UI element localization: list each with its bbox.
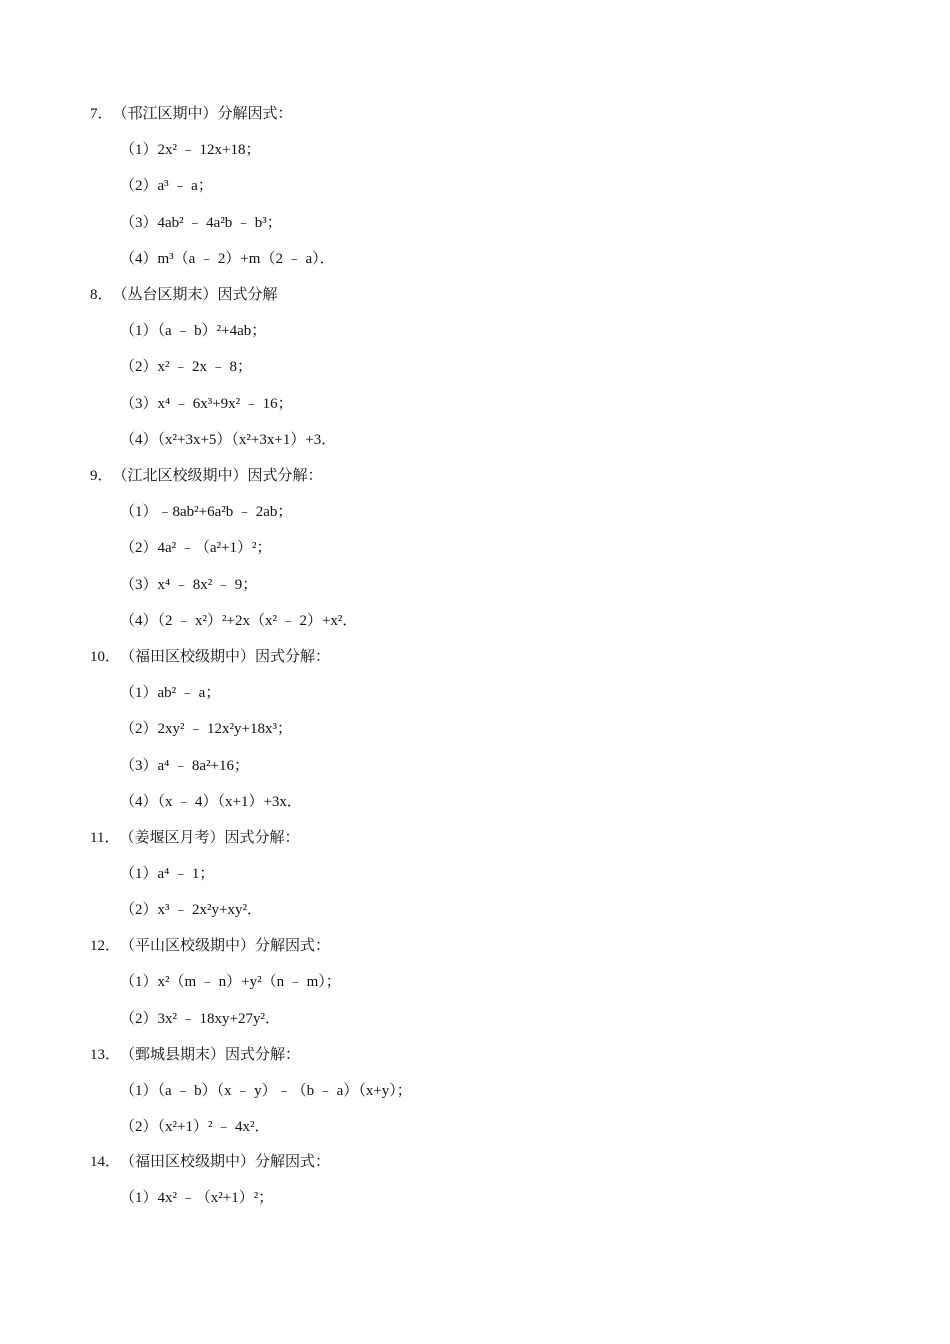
problem-header: [90, 466, 323, 486]
problem-title: （福田区校级期中）因式分解：: [120, 649, 331, 665]
sub-question: （1）﹣8ab²+6a²b ﹣ 2ab；: [120, 504, 293, 520]
sub-question: （1）a⁴ ﹣ 1；: [120, 866, 215, 882]
sub-question: （3）x⁴ ﹣ 6x³+9x² ﹣ 16；: [120, 396, 293, 412]
problem-header: [90, 647, 330, 667]
sub-question: （2）x² ﹣ 2x ﹣ 8；: [120, 359, 252, 375]
sub-question: （1）（a ﹣ b）²+4ab；: [120, 323, 267, 339]
problem-header: [90, 1045, 300, 1065]
sub-question: （2）x³ ﹣ 2x²y+xy²．: [120, 902, 262, 918]
sub-question: （2）a³ ﹣ a；: [120, 178, 213, 194]
sub-question: （3）4ab² ﹣ 4a²b ﹣ b³；: [120, 215, 282, 231]
problem-title: （姜堰区月考）因式分解：: [119, 830, 300, 846]
sub-question: （2）3x² ﹣ 18xy+27y²．: [120, 1011, 280, 1027]
sub-question: （2）4a² ﹣（a²+1）²；: [120, 540, 272, 556]
sub-question: （4）（x²+3x+5）（x²+3x+1）+3．: [120, 432, 337, 448]
problem-header: [90, 936, 330, 956]
problem-header: [90, 104, 293, 124]
problem-number: 11．: [90, 830, 120, 846]
problem-title: （邗江区期中）分解因式：: [112, 106, 293, 122]
problem-number: 14．: [90, 1154, 121, 1170]
problem-title: （福田区校级期中）分解因式：: [120, 1154, 331, 1170]
problem-number: 7．: [90, 106, 113, 122]
sub-question: （2）2xy² ﹣ 12x²y+18x³；: [120, 721, 292, 737]
sub-question: （4）（2 ﹣ x²）²+2x（x² ﹣ 2）+x²．: [120, 613, 358, 629]
problem-title: （江北区校级期中）因式分解：: [112, 468, 323, 484]
problem-title: （平山区校级期中）分解因式：: [120, 938, 331, 954]
sub-question: （4）m³（a ﹣ 2）+m（2 ﹣ a）．: [120, 251, 335, 267]
sub-question: （3）x⁴ ﹣ 8x² ﹣ 9；: [120, 577, 258, 593]
problem-number: 13．: [90, 1047, 121, 1063]
problem-title: （鄄城县期末）因式分解：: [120, 1047, 301, 1063]
problem-header: [90, 828, 299, 848]
problem-header: [90, 1152, 330, 1172]
sub-question: （1）（a ﹣ b）（x ﹣ y）﹣（b ﹣ a）（x+y）；: [120, 1083, 412, 1099]
sub-question: （1）4x² ﹣（x²+1）²；: [120, 1190, 274, 1206]
problem-number: 8．: [90, 287, 113, 303]
sub-question: （1）2x² ﹣ 12x+18；: [120, 142, 261, 158]
sub-question: （2）（x²+1）² ﹣ 4x²．: [120, 1119, 270, 1135]
sub-question: （1）ab² ﹣ a；: [120, 685, 221, 701]
sub-question: （3）a⁴ ﹣ 8a²+16；: [120, 758, 250, 774]
sub-question: （4）（x ﹣ 4）（x+1）+3x．: [120, 794, 302, 810]
problem-header: [90, 285, 278, 305]
problem-title: （丛台区期末）因式分解: [112, 287, 278, 303]
problem-number: 10．: [90, 649, 121, 665]
problem-number: 12．: [90, 938, 121, 954]
sub-question: （1）x²（m ﹣ n）+y²（n ﹣ m）；: [120, 974, 341, 990]
problem-number: 9．: [90, 468, 113, 484]
